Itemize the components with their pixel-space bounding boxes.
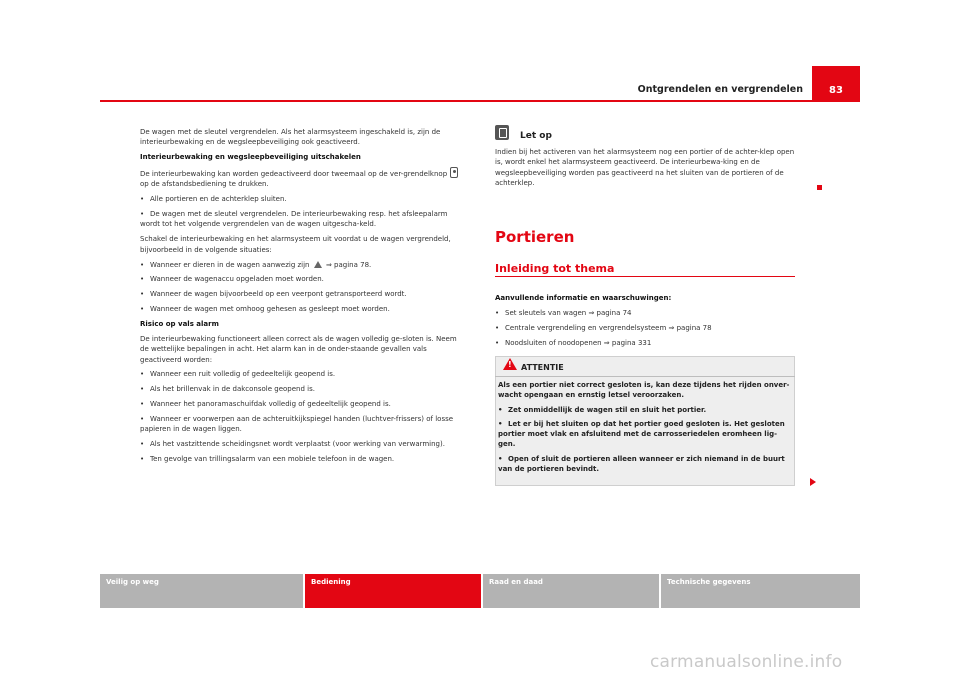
list-item: • Als het brillenvak in de dakconsole geopend is. — [140, 385, 315, 394]
intro-text: De wagen met de sleutel vergrendelen. Als het alarmsysteem ingeschakeld is, zijn de interieurbewaking en de wegsleepbeveiliging ook geactiveerd. — [140, 128, 441, 147]
page-number: 83 — [812, 66, 860, 100]
list-item[interactable]: • Set sleutels van wagen ⇒ pagina 74 — [495, 308, 632, 317]
list-item[interactable]: • Centrale vergrendeling en vergrendelsysteem ⇒ pagina 78 — [495, 323, 712, 332]
attention-title: ATTENTIE — [521, 363, 564, 372]
note-title: Let op — [520, 131, 552, 141]
list-item: • Als het vastzittende scheidingsnet wordt verplaatst (voor werking van verwarming). — [140, 440, 445, 449]
list-item: • Let er bij het sluiten op dat het portier goed gesloten is. Het gesloten portier moet vlak en afsluitend met de carrosseriedelen eromheen lig-gen. — [498, 419, 785, 449]
list-item: • Wanneer er voorwerpen aan de achteruitkijkspiegel handen (luchtver-frissers) of losse papieren in de wagen liggen. — [140, 415, 454, 434]
list-item: • Wanneer de wagenaccu opgeladen moet worden. — [140, 275, 324, 284]
left-column — [140, 127, 465, 469]
watermark: carmanualsonline.info — [650, 652, 843, 672]
warning-icon — [503, 358, 517, 370]
continue-arrow-icon — [810, 478, 816, 486]
page-header-title: Ontgrendelen en vergrendelen — [637, 84, 803, 95]
section-title: Portieren — [495, 228, 575, 246]
list-item: • Wanneer het panoramaschuifdak volledig of gedeeltelijk geopend is. — [140, 400, 391, 409]
list-item: • Wanneer er dieren in de wagen aanwezig zijn ⇒ pagina 78. — [140, 260, 372, 269]
list-item[interactable]: • Noodsluiten of noodopenen ⇒ pagina 331 — [495, 338, 652, 347]
list-item: • Open of sluit de portieren alleen wanneer er zich niemand in de buurt van de portieren bevindt. — [498, 454, 785, 474]
footer-tab-raad-en-daad[interactable]: Raad en daad — [483, 574, 659, 608]
sub-title-divider — [495, 276, 795, 277]
info-heading: Aanvullende informatie en waarschuwingen: — [495, 294, 672, 302]
list-item: • Wanneer de wagen met omhoog gehesen as gesleept moet worden. — [140, 305, 390, 314]
attention-intro: Als een portier niet correct gesloten is, kan deze tijdens het rijden onver-wacht opengaan en ernstig letsel veroorzaken. — [498, 381, 790, 400]
footer-tab-veilig-op-weg[interactable]: Veilig op weg — [100, 574, 303, 608]
footer-tab-technische-gegevens[interactable]: Technische gegevens — [661, 574, 860, 608]
heading-disable-monitoring: Interieurbewaking en wegsleepbeveiliging uitschakelen — [140, 153, 361, 162]
lock-key-icon — [450, 167, 458, 178]
false-alarm-intro: De interieurbewaking functioneert alleen correct als de wagen volledig ge-sloten is. Neem de wettelijke bepalingen in acht. Het alarm kan in de onder-staande gevallen vals geactiveerd worden: — [140, 334, 457, 364]
warning-triangle-icon — [314, 261, 322, 268]
sub-title: Inleiding tot thema — [495, 262, 615, 275]
footer-tab-bediening[interactable]: Bediening — [305, 574, 481, 608]
disable-instructions — [140, 167, 465, 190]
disable-text-b: op de afstandsbediening te drukken. — [140, 180, 269, 189]
list-item: • Zet onmiddellijk de wagen stil en sluit het portier. — [498, 405, 707, 414]
list-item: • De wagen met de sleutel vergrendelen. De interieurbewaking resp. het afsleepalarm wordt tot het volgende vergrendelen van de wagen uitgescha-keld. — [140, 210, 448, 229]
list-item: • Alle portieren en de achterklep sluiten. — [140, 195, 287, 204]
situations-intro: Schakel de interieurbewaking en het alarmsysteem uit voordat u de wagen vergrendeld, bijvoorbeeld in de volgende situaties: — [140, 235, 451, 254]
list-item: • Ten gevolge van trillingsalarm van een mobiele telefoon in de wagen. — [140, 455, 395, 464]
note-text: Indien bij het activeren van het alarmsysteem nog een portier of de achter-klep open is, wordt enkel het alarmsysteem geactiveerd. De interieurbewa-king en de wegsleepbeveiliging worden pas geactiveerd na het sluiten van de portieren of de achterklep. — [495, 148, 795, 187]
info-block — [495, 293, 795, 353]
page-reference-link[interactable]: ⇒ pagina 78. — [325, 260, 372, 269]
header-divider — [100, 100, 860, 102]
section-end-marker — [817, 185, 822, 190]
heading-false-alarm: Risico op vals alarm — [140, 320, 219, 329]
attention-text — [498, 380, 790, 474]
list-item: • Wanneer de wagen bijvoorbeeld op een veerpont getransporteerd wordt. — [140, 290, 407, 299]
list-item: • Wanneer een ruit volledig of gedeeltelijk geopend is. — [140, 370, 336, 379]
disable-text-a: De interieurbewaking kan worden gedeactiveerd door tweemaal op de ver-grendelknop — [140, 170, 448, 179]
note-icon — [495, 125, 509, 140]
attention-divider — [495, 376, 795, 377]
